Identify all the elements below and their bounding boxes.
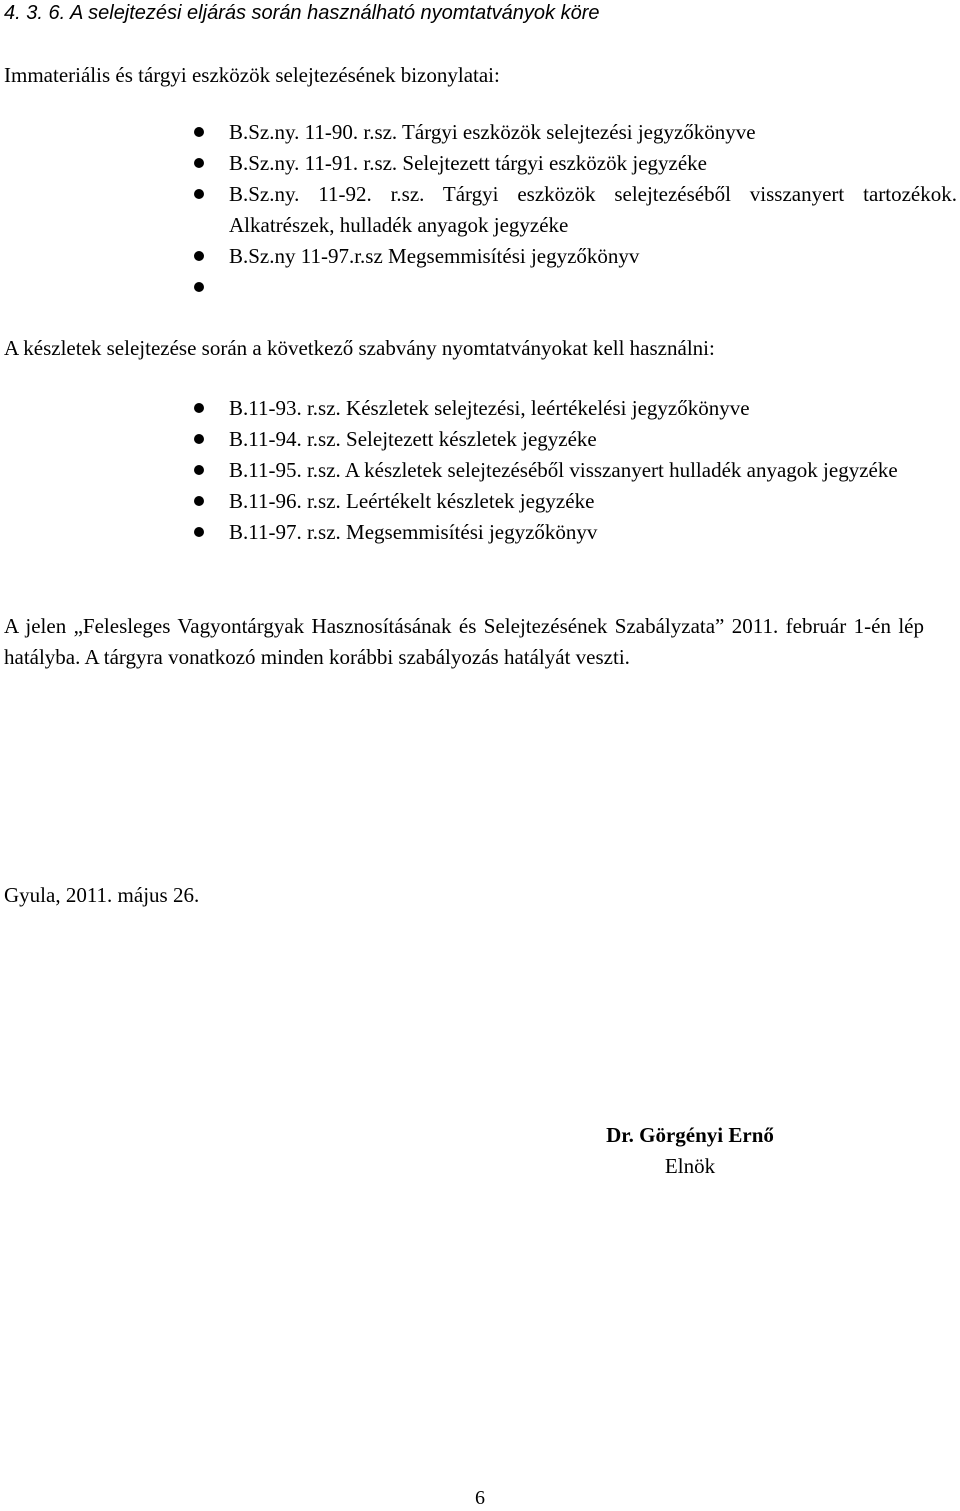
list-item-text: B.11-95. r.sz. A készletek selejtezéséből visszanyert hulladék anyagok jegyzéke [229, 458, 898, 482]
stock-intro: A készletek selejtezése során a következő szabvány nyomtatványokat kell használni: [4, 336, 715, 360]
list-item [0, 117, 957, 148]
signatory-title: Elnök [664, 1154, 716, 1178]
list-item [0, 455, 957, 486]
list-item-text: B.11-94. r.sz. Selejtezett készletek jegyzéke [229, 427, 597, 451]
bullet-icon [194, 403, 204, 413]
page-number: 6 [475, 1487, 485, 1509]
list-item-empty [0, 272, 957, 303]
bullet-icon [194, 251, 204, 261]
signatory-name: Dr. Görgényi Ernő [606, 1123, 774, 1147]
list-item-text: B.11-96. r.sz. Leértékelt készletek jegyzéke [229, 489, 595, 513]
place-and-date: Gyula, 2011. május 26. [4, 883, 200, 907]
bullet-icon [194, 127, 204, 137]
list-item-text: B.11-93. r.sz. Készletek selejtezési, leértékelési jegyzőkönyve [229, 396, 750, 420]
bullet-icon [194, 496, 204, 506]
list-item-text: B.Sz.ny. 11-92. r.sz. Tárgyi eszközök selejtezéséből visszanyert tartozékok. Alkatrészek, hulladék anyagok jegyzéke [229, 182, 957, 237]
list-item [0, 179, 957, 241]
bullet-icon [194, 282, 204, 292]
assets-form-list [0, 117, 957, 303]
list-item-text: B.Sz.ny 11-97.r.sz Megsemmisítési jegyzőkönyv [229, 244, 640, 268]
list-item-text: B.Sz.ny. 11-91. r.sz. Selejtezett tárgyi eszközök jegyzéke [229, 151, 707, 175]
bullet-icon [194, 527, 204, 537]
list-item [0, 517, 957, 548]
list-item [0, 486, 957, 517]
list-item [0, 241, 957, 272]
list-item-text: B.11-97. r.sz. Megsemmisítési jegyzőkönyv [229, 520, 598, 544]
list-item-text: B.Sz.ny. 11-90. r.sz. Tárgyi eszközök selejtezési jegyzőkönyve [229, 120, 756, 144]
bullet-icon [194, 434, 204, 444]
list-item [0, 393, 957, 424]
bullet-icon [194, 158, 204, 168]
signature-block [560, 1120, 820, 1182]
closing-paragraph: A jelen „Felesleges Vagyontárgyak Hasznosításának és Selejtezésének Szabályzata” 2011. február 1-én lép hatályba. A tárgyra vonatkozó minden korábbi szabályozás hatályát veszti. [4, 614, 924, 669]
section-heading: 4. 3. 6. A selejtezési eljárás során használható nyomtatványok köre [4, 2, 600, 24]
bullet-icon [194, 189, 204, 199]
list-item [0, 148, 957, 179]
bullet-icon [194, 465, 204, 475]
assets-intro: Immateriális és tárgyi eszközök selejtezésének bizonylatai: [4, 63, 500, 87]
stock-form-list [0, 393, 957, 548]
list-item [0, 424, 957, 455]
